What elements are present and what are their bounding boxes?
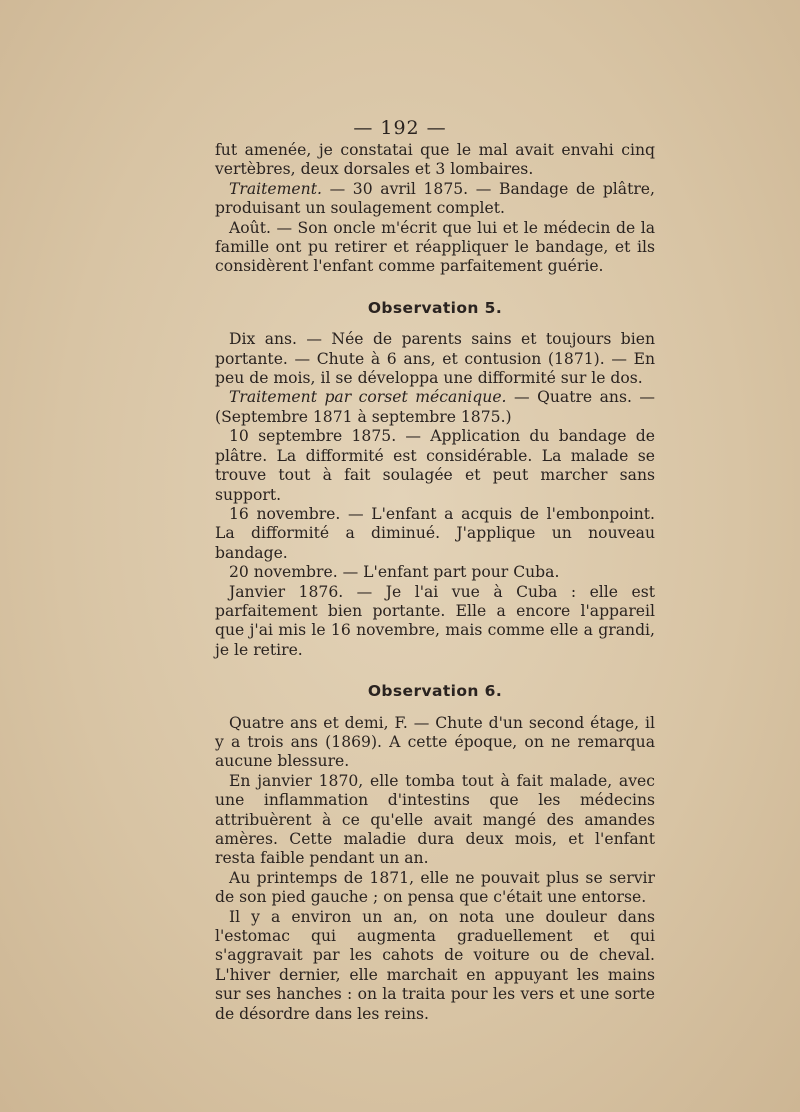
section-heading: Observation 5. bbox=[367, 298, 503, 317]
section-heading: Observation 6. bbox=[367, 682, 503, 701]
paragraph-text: — 30 avril 1875. — Bandage de plâtre, produisant un soulagement complet. bbox=[215, 179, 655, 218]
paragraph bbox=[215, 388, 655, 427]
page-number: — 192 — bbox=[353, 117, 447, 139]
paragraph: Au printemps de 1871, elle ne pouvait plus se servir de son pied gauche ; on pensa que c'était une entorse. bbox=[215, 868, 655, 907]
paragraph: 20 novembre. — L'enfant part pour Cuba. bbox=[229, 563, 560, 582]
paragraph: Dix ans. — Née de parents sains et toujours bien portante. — Chute à 6 ans, et contusion (1871). — En peu de mois, il se développa une difformité sur le dos. bbox=[215, 330, 655, 388]
paragraph: En janvier 1870, elle tomba tout à fait malade, avec une inflammation d'intestins que les médecins attribuèrent à ce qu'elle avait mangé des amandes amères. Cette maladie dura deux mois, et l'enfant resta faible pendant un an. bbox=[215, 771, 655, 868]
paragraph-text: — Quatre ans. — (Septembre 1871 à septembre 1875.) bbox=[215, 388, 656, 426]
paragraph: 16 novembre. — L'enfant a acquis de l'embonpoint. La difformité a diminué. J'applique un nouveau bandage. bbox=[215, 504, 655, 562]
italic-lead: Traitement par corset mécanique. bbox=[229, 388, 507, 407]
paragraph: Il y a environ un an, on nota une douleur dans l'estomac qui augmenta graduellement et qui s'aggravait par les cahots de voiture ou de cheval. L'hiver dernier, elle marchait en appuyant les mains sur ses hanches : on la traita pour les vers et une sorte de désordre dans les reins. bbox=[215, 907, 655, 1023]
body-text bbox=[215, 141, 655, 1024]
paragraph: 10 septembre 1875. — Application du bandage de plâtre. La difformité est considérable. La malade se trouve tout à fait soulagée et peut marcher sans support. bbox=[215, 427, 655, 504]
paragraph: Août. — Son oncle m'écrit que lui et le médecin de la famille ont pu retirer et réappliquer le bandage, et ils considèrent l'enfant comme parfaitement guérie. bbox=[215, 218, 655, 276]
italic-lead: Traitement. bbox=[229, 179, 322, 198]
paragraph bbox=[215, 180, 655, 219]
paragraph: Janvier 1876. — Je l'ai vue à Cuba : elle est parfaitement bien portante. Elle a encore l'appareil que j'ai mis le 16 novembre, mais comme elle a grandi, je le retire. bbox=[215, 582, 655, 659]
paragraph: Quatre ans et demi, F. — Chute d'un second étage, il y a trois ans (1869). A cette époque, on ne remarqua aucune blessure. bbox=[215, 713, 655, 771]
paragraph: fut amenée, je constatai que le mal avait envahi cinq vertèbres, deux dorsales et 3 lombaires. bbox=[215, 141, 655, 179]
